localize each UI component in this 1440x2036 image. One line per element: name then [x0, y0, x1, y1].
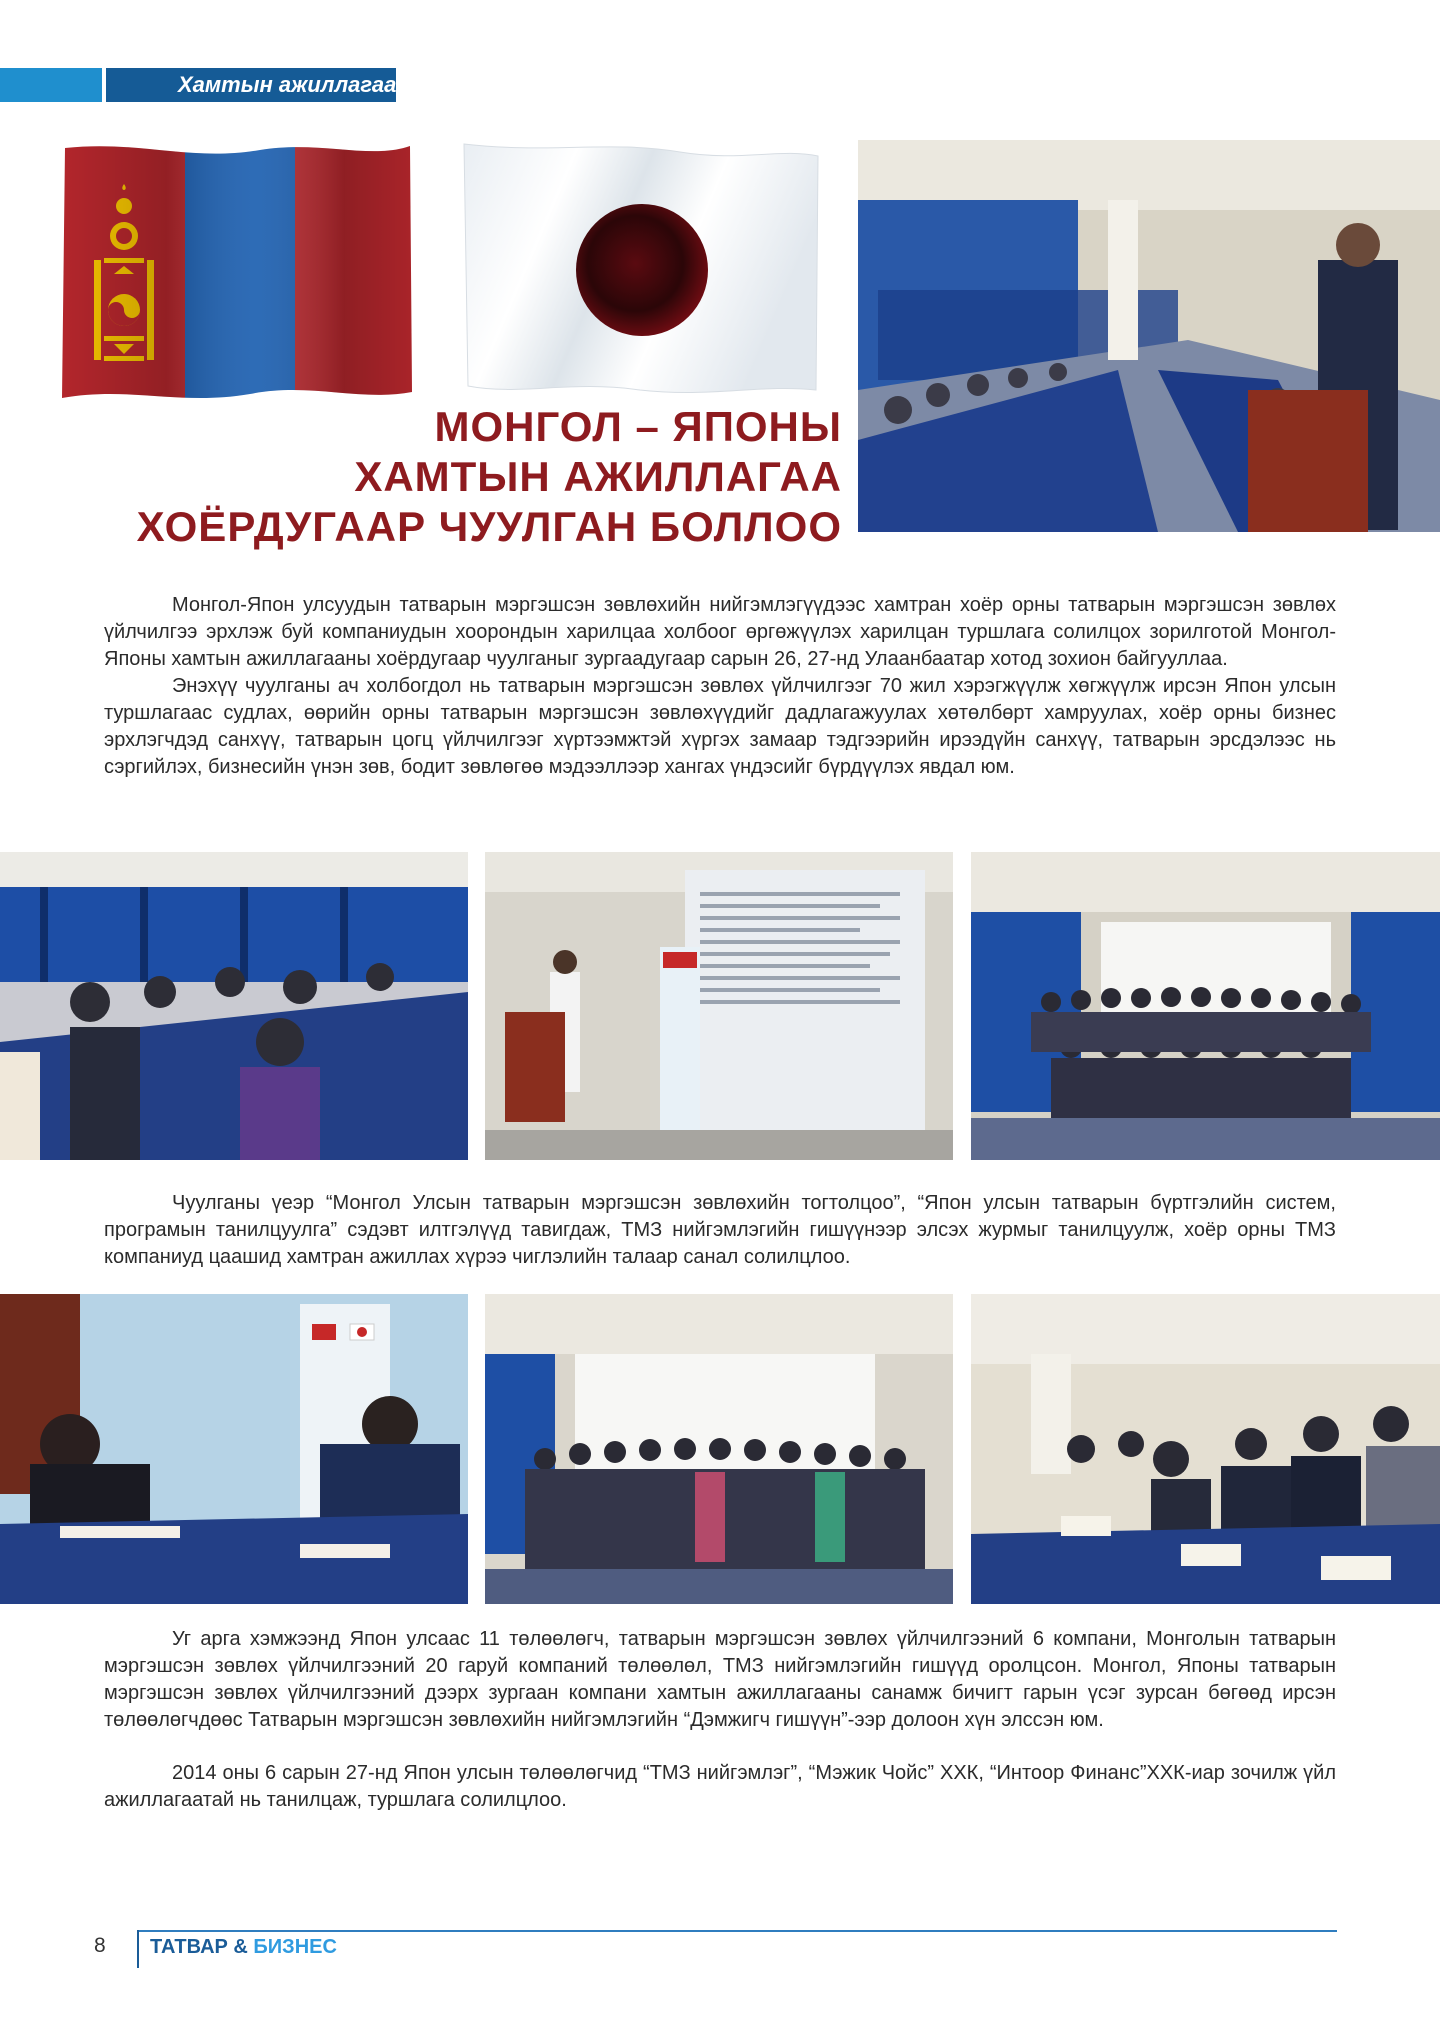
paragraph-3: Чуулганы үеэр “Монгол Улсын татварын мэргэшсэн зөвлөхийн тогтолцоо”, “Япон улсын татварын бүртгэлийн систем, програмын танилцуулга” сэдэвт илтгэлүүд тавигдаж, ТМЗ нийгэмлэгийн гишүүнээр элсэх журмыг танилцуулж, хоёр орны ТМЗ компаниуд цаашид хамтран ажиллах хүрээ чиглэлийн талаар санал солилцлоо.: [104, 1192, 1336, 1268]
title-line-3: ХОЁРДУГААР ЧУУЛГАН БОЛЛОО: [136, 503, 842, 550]
japan-flag-image: [460, 140, 822, 398]
paragraph-2: Энэхүү чуулганы ач холбогдол нь татварын мэргэшсэн зөвлөх үйлчилгээг 70 жил хэрэгжүүлж хөгжүүлж ирсэн Япон улсын туршлагаас судлах, өөрийн орны татварын мэргэшсэн зөвлөхүүдийг дадлагажуулах хөтөлбөрт хамруулах, хоёр орны бизнес эрхлэгчдэд санхүү, татварын цогц үйлчилгээг хүртээмжтэй хүргэх замаар тэдгээрийн ирээдүйн санхүү, татварын эрсдэлээс нь сэргийлэх, бизнесийн үнэн зөв, бодит зөвлөгөө мэдээллээр хангах үндэсийг бүрдүүлэх явдал юм.: [104, 675, 1336, 778]
photo-group-indoor: [971, 852, 1440, 1160]
article-intro: [104, 592, 1336, 781]
photo-audience-seated: [0, 852, 468, 1160]
photo-signing-ceremony: [0, 1294, 468, 1604]
article-closing: [104, 1626, 1336, 1814]
photo-group-certificates: [485, 1294, 953, 1604]
photo-conference-speaker: [858, 140, 1440, 532]
paragraph-1: Монгол-Япон улсуудын татварын мэргэшсэн зөвлөхийн нийгэмлэгүүдээс хамтран хоёр орны татварын мэргэшсэн зөвлөх үйлчилгээ эрхлэж буй компаниудын хоорондын харилцаа холбоог өргөжүүлэх харилцан туршлага солилцох зорилготой Монгол-Японы хамтын ажиллагааны хоёрдугаар чуулганыг зургаадугаар сарын 26, 27-нд Улаанбаатар хотод зохион байгууллаа.: [104, 594, 1336, 670]
mongolia-flag-image: [60, 140, 415, 400]
brand-part-2: БИЗНЕС: [253, 1936, 337, 1958]
title-line-1: МОНГОЛ – ЯПОНЫ: [434, 403, 842, 450]
magazine-brand: [150, 1936, 337, 1959]
title-line-2: ХАМТЫН АЖИЛЛАГАА: [354, 453, 842, 500]
paragraph-5: 2014 оны 6 сарын 27-нд Япон улсын төлөөлөгчид “ТМЗ нийгэмлэг”, “Мэжик Чойс” ХХК, “Интоор Финанс”ХХК-иар зочилж үйл ажиллагаатай нь танилцаж, туршлага солилцлоо.: [104, 1762, 1336, 1811]
photo-japanese-delegation: [971, 1294, 1440, 1604]
article-middle: [104, 1190, 1336, 1271]
paragraph-4: Уг арга хэмжээнд Япон улсаас 11 төлөөлөгч, татварын мэргэшсэн зөвлөх үйлчилгээний 6 компани, Монголын татварын мэргэшсэн зөвлөх үйлчилгээний 20 гаруй компаний төлөөлөл, ТМЗ нийгэмлэгийн гишүүд оролцсон. Монгол, Японы татварын мэргэшсэн зөвлөх үйлчилгээний дээрх зургаан компани хамтын ажиллагааны санамж бичигт гарын үсэг зурсан бөгөөд ирсэн төлөөлөгчдөөс Татварын мэргэшсэн зөвлөхийн нийгэмлэгийн “Дэмжигч гишүүн”-ээр долоон хүн элссэн юм.: [104, 1628, 1336, 1731]
article-title: [137, 402, 842, 552]
section-label: Хамтын ажиллагаа: [178, 72, 397, 97]
brand-ampersand: &: [227, 1936, 254, 1958]
photo-presentation-screen: [485, 852, 953, 1160]
page-number: 8: [94, 1934, 106, 1957]
footer-divider: [137, 1930, 139, 1968]
footer-rule: [137, 1930, 1337, 1932]
header-band-light: [0, 68, 102, 102]
brand-part-1: ТАТВАР: [150, 1936, 228, 1958]
